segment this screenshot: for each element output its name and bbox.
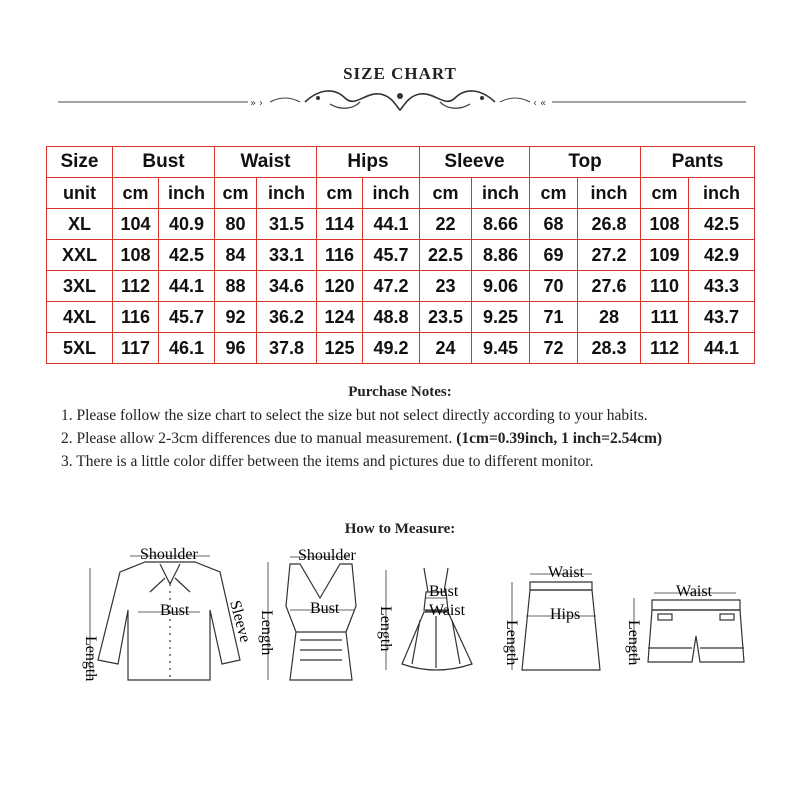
value-cell: 23 [420, 271, 472, 302]
purchase-notes-title: Purchase Notes: [348, 384, 452, 400]
header-bust: Bust [113, 147, 215, 178]
header-size: Size [47, 147, 113, 178]
value-cell: 69 [530, 240, 578, 271]
value-cell: 48.8 [363, 302, 420, 333]
unit-cell: cm [530, 178, 578, 209]
value-cell: 27.2 [578, 240, 641, 271]
note-3: 3. There is a little color differ between the items and pictures due to different monitor. [61, 453, 594, 470]
label-bust-1: Bust [160, 602, 190, 619]
label-sleeve-1: Sleeve [226, 598, 254, 645]
how-to-measure-title: How to Measure: [344, 521, 456, 537]
tank-diagram [268, 557, 356, 680]
value-cell: 26.8 [578, 209, 641, 240]
unit-cell: unit [47, 178, 113, 209]
value-cell: 28.3 [578, 333, 641, 364]
value-cell: 43.7 [689, 302, 755, 333]
label-length-3: Length [377, 606, 394, 652]
size-chart-title: SIZE CHART [343, 64, 457, 83]
value-cell: 70 [530, 271, 578, 302]
label-shoulder-1: Shoulder [140, 546, 198, 563]
purchase-notes [61, 404, 761, 473]
label-waist-4: Waist [548, 564, 585, 581]
value-cell: 31.5 [257, 209, 317, 240]
value-cell: 44.1 [363, 209, 420, 240]
value-cell: 110 [641, 271, 689, 302]
label-waist-5: Waist [676, 583, 713, 600]
value-cell: 43.3 [689, 271, 755, 302]
value-cell: 24 [420, 333, 472, 364]
value-cell: 42.5 [159, 240, 215, 271]
label-shoulder-2: Shoulder [298, 547, 356, 564]
value-cell: 112 [113, 271, 159, 302]
value-cell: 9.06 [472, 271, 530, 302]
value-cell: 8.66 [472, 209, 530, 240]
value-cell: 117 [113, 333, 159, 364]
value-cell: 44.1 [159, 271, 215, 302]
value-cell: 49.2 [363, 333, 420, 364]
value-cell: 23.5 [420, 302, 472, 333]
value-cell: 28 [578, 302, 641, 333]
svg-text:»: » [250, 98, 257, 109]
value-cell: 116 [317, 240, 363, 271]
label-length-1: Length [82, 636, 99, 682]
table-row [47, 240, 755, 271]
label-bust-3: Bust [429, 583, 459, 600]
unit-cell: inch [363, 178, 420, 209]
ornament-divider [0, 84, 800, 120]
svg-text:‹: ‹ [533, 98, 537, 109]
value-cell: 112 [641, 333, 689, 364]
value-cell: 120 [317, 271, 363, 302]
value-cell: 42.5 [689, 209, 755, 240]
header-hips: Hips [317, 147, 420, 178]
value-cell: 45.7 [363, 240, 420, 271]
value-cell: 114 [317, 209, 363, 240]
value-cell: 71 [530, 302, 578, 333]
value-cell: 109 [641, 240, 689, 271]
value-cell: 124 [317, 302, 363, 333]
value-cell: 45.7 [159, 302, 215, 333]
table-row [47, 271, 755, 302]
header-top: Top [530, 147, 641, 178]
label-hips-4: Hips [550, 606, 581, 623]
value-cell: 9.25 [472, 302, 530, 333]
svg-text:«: « [540, 98, 547, 109]
value-cell: 44.1 [689, 333, 755, 364]
value-cell: 72 [530, 333, 578, 364]
value-cell: 27.6 [578, 271, 641, 302]
table-row [47, 209, 755, 240]
unit-cell: inch [578, 178, 641, 209]
value-cell: 40.9 [159, 209, 215, 240]
value-cell: 47.2 [363, 271, 420, 302]
table-header-row [47, 147, 755, 178]
label-bust-2: Bust [310, 600, 340, 617]
value-cell: 36.2 [257, 302, 317, 333]
unit-cell: cm [420, 178, 472, 209]
value-cell: 96 [215, 333, 257, 364]
measure-diagrams [0, 540, 800, 700]
size-cell: 4XL [47, 302, 113, 333]
size-cell: XL [47, 209, 113, 240]
value-cell: 37.8 [257, 333, 317, 364]
header-pants: Pants [641, 147, 755, 178]
label-length-4: Length [503, 620, 520, 666]
label-length-2: Length [258, 610, 275, 656]
header-sleeve: Sleeve [420, 147, 530, 178]
note-2: 2. Please allow 2-3cm differences due to manual measurement. (1cm=0.39inch, 1 inch=2.54cm) [61, 430, 663, 447]
value-cell: 34.6 [257, 271, 317, 302]
value-cell: 111 [641, 302, 689, 333]
value-cell: 104 [113, 209, 159, 240]
value-cell: 33.1 [257, 240, 317, 271]
unit-cell: inch [472, 178, 530, 209]
value-cell: 46.1 [159, 333, 215, 364]
table-unit-row [47, 178, 755, 209]
size-table [46, 146, 755, 364]
size-cell: XXL [47, 240, 113, 271]
unit-cell: cm [317, 178, 363, 209]
value-cell: 9.45 [472, 333, 530, 364]
unit-cell: cm [641, 178, 689, 209]
size-cell: 5XL [47, 333, 113, 364]
value-cell: 92 [215, 302, 257, 333]
value-cell: 42.9 [689, 240, 755, 271]
note-2-conversion: (1cm=0.39inch, 1 inch=2.54cm) [456, 430, 663, 447]
value-cell: 84 [215, 240, 257, 271]
value-cell: 22.5 [420, 240, 472, 271]
unit-cell: inch [257, 178, 317, 209]
table-row [47, 333, 755, 364]
value-cell: 22 [420, 209, 472, 240]
shorts-diagram [634, 593, 744, 664]
unit-cell: inch [159, 178, 215, 209]
table-row [47, 302, 755, 333]
unit-cell: cm [113, 178, 159, 209]
value-cell: 80 [215, 209, 257, 240]
header-waist: Waist [215, 147, 317, 178]
value-cell: 125 [317, 333, 363, 364]
value-cell: 108 [641, 209, 689, 240]
value-cell: 88 [215, 271, 257, 302]
unit-cell: inch [689, 178, 755, 209]
value-cell: 68 [530, 209, 578, 240]
value-cell: 108 [113, 240, 159, 271]
note-1: 1. Please follow the size chart to select the size but not select directly according to your habits. [61, 407, 648, 424]
value-cell: 116 [113, 302, 159, 333]
value-cell: 8.86 [472, 240, 530, 271]
label-length-5: Length [625, 620, 642, 666]
unit-cell: cm [215, 178, 257, 209]
label-waist-3: Waist [429, 602, 466, 619]
size-cell: 3XL [47, 271, 113, 302]
svg-text:›: › [259, 98, 263, 109]
